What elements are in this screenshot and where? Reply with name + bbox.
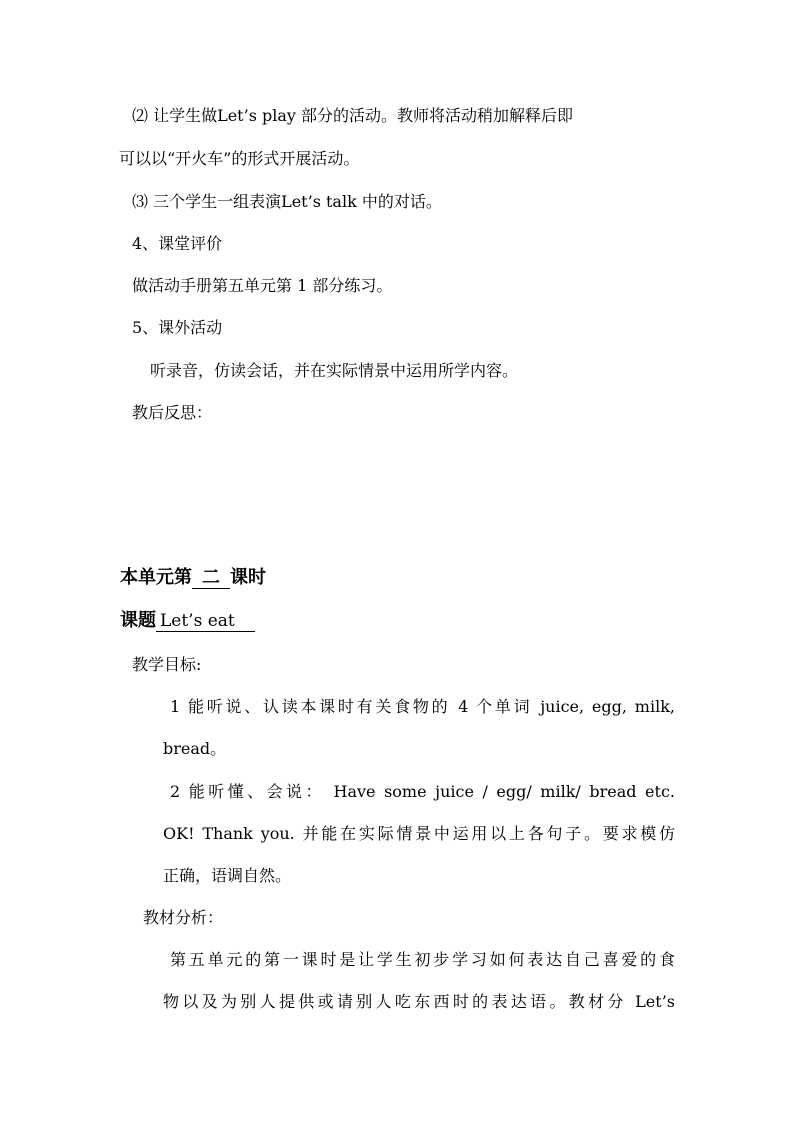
section-heading-extracurricular: 5、课外活动 [132, 318, 223, 337]
lesson-number-value: 二 [192, 568, 230, 589]
objective-1-line-1: 1 能听说、认读本课时有关食物的 4 个单词 juice, egg, milk, [170, 697, 675, 716]
step-2-line-1: ⑵ 让学生做Let’s play 部分的活动。教师将活动稍加解释后即 [132, 106, 574, 125]
material-analysis-line-1: 第五单元的第一课时是让学生初步学习如何表达自己喜爱的食 [170, 950, 675, 969]
lesson-title-heading [120, 610, 255, 632]
section-heading-evaluation: 4、课堂评价 [132, 234, 223, 253]
objective-2-line-3: 正确，语调自然。 [163, 866, 292, 885]
material-analysis-line-2: 物以及为别人提供或请别人吃东西时的表达语。教材分 Let’s [163, 992, 675, 1011]
lesson-title-value: Let’s eat [156, 611, 255, 632]
material-analysis-label: 教材分析： [143, 908, 224, 927]
objective-2-line-2: OK! Thank you. 并能在实际情景中运用以上各句子。要求模仿 [163, 824, 675, 843]
lesson-number-prefix: 本单元第 [120, 567, 192, 588]
objective-2-line-1: 2 能听懂、会说： Have some juice / egg/ milk/ bread etc. [170, 782, 675, 801]
step-3-line: ⑶ 三个学生一组表演Let’s talk 中的对话。 [132, 192, 442, 211]
reflection-label: 教后反思： [132, 403, 213, 422]
step-2-line-2: 可以以“开火车”的形式开展活动。 [119, 149, 360, 168]
section-body-extracurricular: 听录音，仿读会话，并在实际情景中运用所学内容。 [150, 361, 519, 380]
lesson-number-suffix: 课时 [230, 567, 266, 588]
objectives-label: 教学目标: [132, 655, 202, 674]
section-body-evaluation: 做活动手册第五单元第 1 部分练习。 [132, 276, 393, 295]
lesson-title-label: 课题 [120, 610, 156, 631]
objective-1-line-2: bread。 [163, 739, 227, 758]
lesson-number-heading [120, 567, 266, 589]
